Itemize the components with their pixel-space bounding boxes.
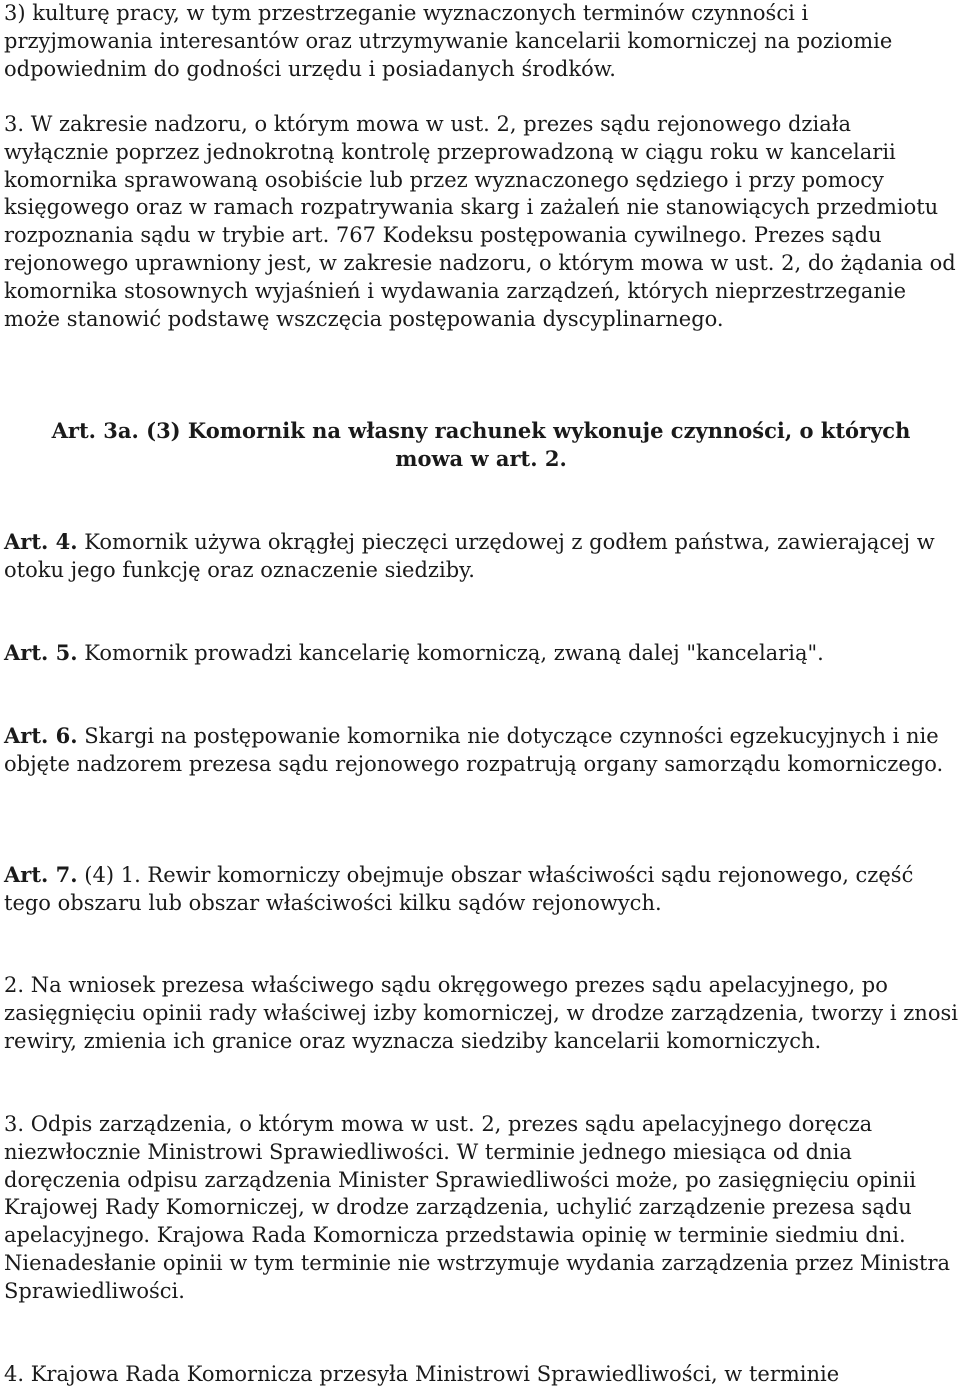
art-7-paragraph-3 [4, 1111, 958, 1306]
art-7-paragraph-2 [4, 972, 958, 1055]
art-3a-heading [4, 417, 958, 473]
art-4-text: Komornik używa okrągłej pieczęci urzędowej z godłem państwa, zawierającej w otoku jego funkcję oraz oznaczenie siedziby. [4, 530, 935, 582]
art-7-p2-text: 2. Na wniosek prezesa właściwego sądu okręgowego prezes sądu apelacyjnego, po zasięgnięciu opinii rady właściwej izby komorniczej, w drodze zarządzenia, tworzy i znosi rewiry, zmienia ich granice oraz wyznacza siedziby kancelarii komorniczych. [4, 973, 958, 1053]
paragraph-3-text: 3. W zakresie nadzoru, o którym mowa w ust. 2, prezes sądu rejonowego działa wyłącznie poprzez jednokrotną kontrolę przeprowadzoną w ciągu roku w kancelarii komornika sprawowaną osobiście lub przez wyznaczonego sędziego i przy pomocy księgowego oraz w ramach rozpatrywania skarg i zażaleń nie stanowiących przedmiotu rozpoznania sądu w trybie art. 767 Kodeksu postępowania cywilnego. [4, 112, 939, 248]
paragraph-3-supervision [4, 111, 958, 333]
art-7-paragraph-4 [4, 1361, 958, 1389]
art-3a-text: Art. 3a. (3) Komornik na własny rachunek wykonuje czynności, o których mowa w art. 2. [51, 418, 911, 471]
art-6-paragraph [4, 722, 958, 779]
art-7-p3-text: 3. Odpis zarządzenia, o którym mowa w ust. 2, prezes sądu apelacyjnego doręcza niezwłocznie Ministrowi Sprawiedliwości. W terminie jednego miesiąca od dnia doręczenia odpisu zarządzenia Minister Sprawiedliwości może, po zasięgnięciu opinii Krajowej Rady Komorniczej, w drodze zarządzenia, uchylić zarządzenie prezesa sądu apelacyjnego. Krajowa Rada Komornicza przedstawia opinię w terminie siedmiu dni. Nienadesłanie opinii w tym terminie nie wstrzymuje wydania zarządzenia przez Ministra Sprawiedliwości. [4, 1112, 951, 1303]
item-3-culture-paragraph [4, 0, 958, 83]
art-5-text: Komornik prowadzi kancelarię komorniczą, zwaną dalej "kancelarią". [77, 641, 824, 665]
art-7-label: Art. 7. [4, 862, 78, 887]
art-4-paragraph [4, 528, 958, 585]
art-5-paragraph [4, 639, 958, 668]
art-6-text: Skargi na postępowanie komornika nie dotyczące czynności egzekucyjnych i nie objęte nadzorem prezesa sądu rejonowego rozpatrują organy samorządu komorniczego. [4, 724, 944, 776]
paragraph-3-rest-text: Prezes sądu rejonowego uprawniony jest, w zakresie nadzoru, o którym mowa w ust. 2, do żądania od komornika stosownych wyjaśnień i wydawania zarządzeń, których nieprzestrzeganie może stanowić podstawę wszczęcia postępowania dyscyplinarnego. [4, 223, 956, 331]
art-7-paragraph-1 [4, 861, 958, 918]
art-7-p4-text: 4. Krajowa Rada Komornicza przesyła Ministrowi Sprawiedliwości, w terminie [4, 1362, 840, 1386]
art-5-label: Art. 5. [4, 640, 78, 665]
art-6-label: Art. 6. [4, 723, 78, 748]
item-3-text: 3) kulturę pracy, w tym przestrzeganie wyznaczonych terminów czynności i przyjmowania interesantów oraz utrzymywanie kancelarii komorniczej na poziomie odpowiednim do godności urzędu i posiadanych środków. [4, 1, 893, 81]
art-4-label: Art. 4. [4, 529, 78, 554]
art-7-text: (4) 1. Rewir komorniczy obejmuje obszar właściwości sądu rejonowego, część tego obszaru lub obszar właściwości kilku sądów rejonowych. [4, 863, 914, 915]
